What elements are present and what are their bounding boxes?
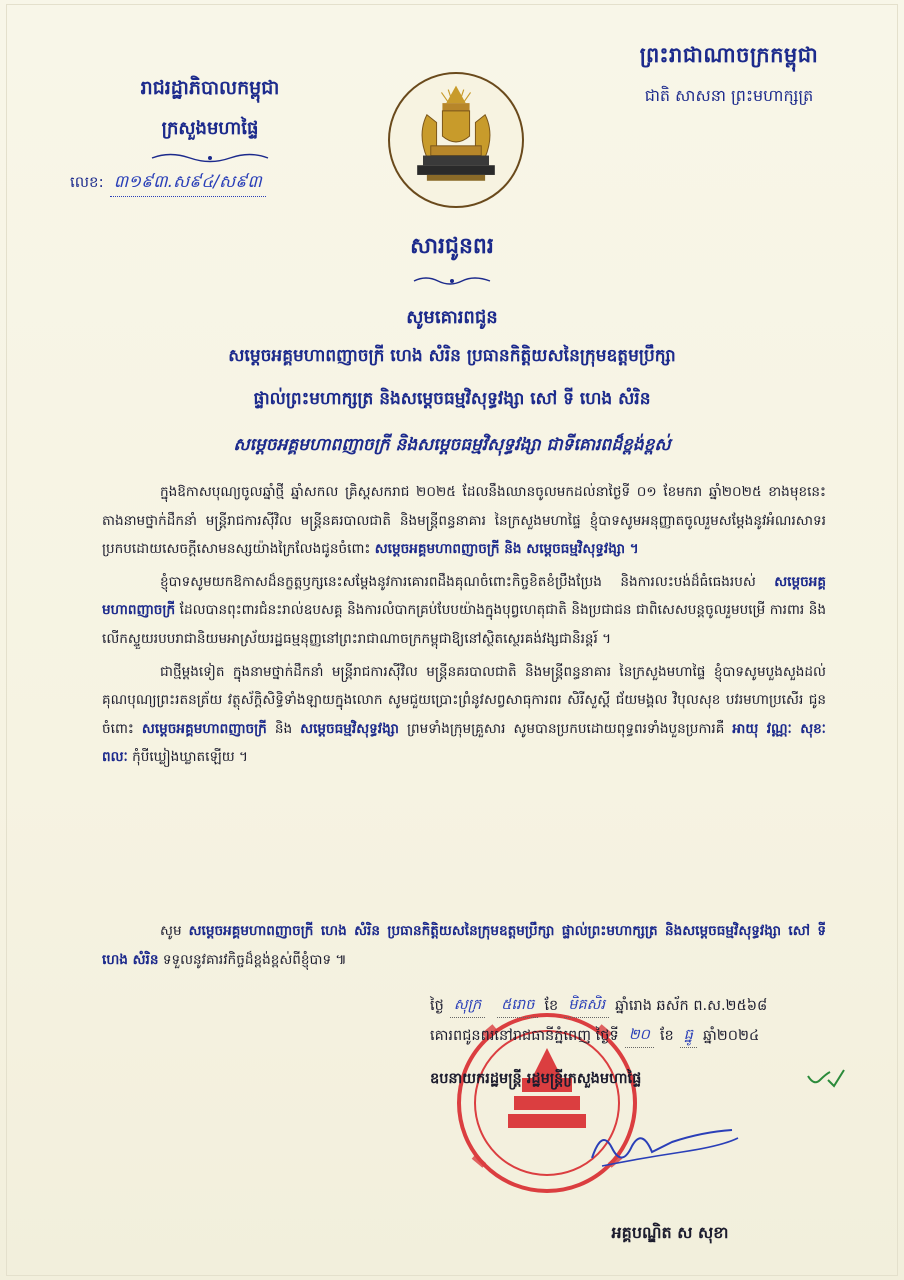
address-headline: សម្តេចអគ្គមហាពញាចក្រី និងសម្តេចធម្មវិសុទ្ធវង្សា ជាទីគោរពដ៏ខ្ពង់ខ្ពស់: [233, 435, 671, 455]
kingdom-header: [614, 42, 844, 109]
paragraph-3-bold-2: សម្តេចធម្មវិសុទ្ធវង្សា: [300, 720, 399, 737]
kingdom-name: ព្រះរាជាណាចក្រកម្ពុជា: [639, 43, 819, 67]
paragraph-2-text-b: ដែលបានពុះពារជំនះរាល់ឧបសគ្គ និងការលំបាកគ្រប់បែបយ៉ាងក្នុងបុព្វហេតុជាតិ និងប្រជាជន ជាពិសេសបន្តចូលរួមបម្រើ ការពារ និងលើកស្ទួយរបបរាជានិយមអាស្រ័យរដ្ឋធម្មនុញ្ញនៅព្រះរាជាណាចក្រកម្ពុជាឱ្យនៅស្ថិតស្ថេរគង់វង្សជានិរន្តរ៍ ។: [102, 602, 827, 647]
ornament-flourish-icon: [150, 151, 270, 165]
place-date-prefix: គោរពជូនពរនៅរាជធានីភ្នំពេញ ថ្ងៃទី: [430, 1027, 619, 1044]
paragraph-3-bold-1: សម្តេចអគ្គមហាពញាចក្រី: [141, 720, 267, 737]
lunar-day: សុក្រ: [450, 996, 485, 1018]
reference-number: ៣១៩៣.ស៩៤/ស៩៣: [110, 171, 266, 197]
paragraph-2-text-a: ខ្ញុំបាទសូមយកឱកាសដ៏នក្ខត្តឫក្សនេះសម្តែងនូវការគោរពដឹងគុណចំពោះកិច្ចខិតខំប្រឹងប្រែង និងការលះបង់ដ៏ធំធេងរបស់: [160, 573, 756, 590]
paragraph-1: [102, 478, 826, 564]
royal-emblem: [388, 72, 524, 208]
handwritten-signature-icon: [582, 1118, 742, 1178]
lunar-month: មិគសិរ: [564, 996, 609, 1018]
paragraph-2-bold: សម្តេចអគ្គមហាពញាចក្រី: [102, 573, 826, 619]
royal-arms-icon: [390, 74, 522, 206]
recipient-line-2: ផ្ទាល់ព្រះមហាក្សត្រ និងសម្តេចធម្មវិសុទ្ធវង្សា សៅ ទី ហេង សំរិន: [253, 389, 651, 409]
salutation: សូមគោរពជូន: [406, 307, 498, 328]
closing-paragraph: [102, 917, 826, 978]
check-mark-icon: [806, 1066, 846, 1090]
paragraph-1-bold: សម្តេចអគ្គមហាពញាចក្រី និង សម្តេចធម្មវិសុទ្ធវង្សា ។: [374, 541, 639, 558]
lunar-prefix: ថ្ងៃ: [430, 997, 444, 1014]
year: ឆ្នាំ២០២៤: [702, 1027, 760, 1044]
paragraph-3-conj: និង: [274, 720, 293, 737]
paragraph-1-text: ក្នុងឱកាសបុណ្យចូលឆ្នាំថ្មី ឆ្នាំសកល គ្រិស្តសករាជ ២០២៥ ដែលនឹងឈានចូលមកដល់នាថ្ងៃទី ០១ ខែមករា ឆ្នាំ២០២៥ ខាងមុខនេះ តាងនាមថ្នាក់ដឹកនាំ មន្ត្រីរាជការស៊ីវិល មន្ត្រីនគរបាលជាតិ និងមន្ត្រីពន្ធនាគារ នៃក្រសួងមហាផ្ទៃ ខ្ញុំបាទសូមអនុញ្ញាតចូលរួមសម្តែងនូវអំណរសាទរប្រកបដោយសេចក្តីសោមនស្សយ៉ាងក្រៃលែងជូនចំពោះ: [102, 484, 826, 558]
day-number: ២០: [625, 1026, 654, 1048]
recipient-line-1: សម្តេចអគ្គមហាពញាចក្រី ហេង សំរិន ប្រធានកិត្តិយសនៃក្រុមឧត្តមប្រឹក្សា: [228, 346, 676, 366]
document-title: សារជូនពរ: [410, 234, 494, 259]
lunar-year: ឆ្នាំរោង ឆស័ក ព.ស.២៥៦៨: [615, 997, 768, 1014]
lunar-date-line: [430, 992, 870, 1022]
reference-label: លេខ:: [70, 173, 104, 191]
ministry-name: ក្រសួងមហាផ្ទៃ: [161, 118, 259, 139]
ministry-header: [70, 76, 350, 197]
reference-line: [70, 171, 350, 197]
paragraph-3-text-c: កុំបីឃ្លៀងឃ្លាតឡើយ ។: [132, 749, 248, 766]
title-ornament-icon: [412, 274, 492, 288]
paragraph-2: [102, 568, 826, 654]
paragraph-3-bold-3: អាយុ វណ្ណៈ សុខៈ ពលៈ: [102, 720, 826, 766]
closing-suffix: ទទួលនូវគារវកិច្ចដ៏ខ្ពង់ខ្ពស់ពីខ្ញុំបាទ ៕: [162, 951, 347, 968]
government-name: រាជរដ្ឋាភិបាលកម្ពុជា: [140, 77, 280, 99]
closing-prefix: សូម: [160, 923, 182, 939]
paragraph-3: [102, 658, 826, 772]
lunar-month-label: ខែ: [544, 997, 559, 1014]
month-label: ខែ: [659, 1027, 674, 1044]
signer-name: អគ្គបណ្ឌិត ស សុខា: [611, 1223, 729, 1242]
national-motto: ជាតិ សាសនា ព្រះមហាក្សត្រ: [644, 86, 814, 105]
date-block: [430, 992, 870, 1052]
month-name: ធ្នូ: [680, 1026, 697, 1048]
signer-title: ឧបនាយករដ្ឋមន្ត្រី រដ្ឋមន្ត្រីក្រសួងមហាផ្ទៃ: [430, 1071, 642, 1087]
closing-text: [102, 917, 826, 974]
lunar-phase: ៥រោច: [497, 996, 538, 1018]
closing-bold: សម្តេចអគ្គមហាពញាចក្រី ហេង សំរិន ប្រធានកិត្តិយសនៃក្រុមឧត្តមប្រឹក្សា ផ្ទាល់ព្រះមហាក្សត្រ និងសម្តេចធម្មវិសុទ្ធវង្សា សៅ ទី ហេង សំរិន: [102, 923, 827, 968]
gregorian-date-line: [430, 1022, 870, 1052]
paragraph-3-text-b: ព្រមទាំងក្រុមគ្រួសារ សូមបានប្រកបដោយពុទ្ធពរទាំងបួនប្រការគឺ: [406, 720, 725, 737]
letter-body: [102, 478, 826, 776]
paragraph-3-text-a: ជាថ្មីម្តងទៀត ក្នុងនាមថ្នាក់ដឹកនាំ មន្ត្រីរាជការស៊ីវិល មន្ត្រីនគរបាលជាតិ និងមន្ត្រីពន្ធនាគារ នៃក្រសួងមហាផ្ទៃ ខ្ញុំបាទសូមបួងសួងដល់គុណបុណ្យព្រះរតនត្រ័យ វត្ថុស័ក្តិសិទ្ធិទាំងឡាយក្នុងលោក សូមជួយប្រោះព្រំនូវសព្វសាធុការពរ សិរីសួស្តី ជ័យមង្គល វិបុលសុខ បវរមហាប្រសើរ ជូនចំពោះ: [102, 663, 826, 737]
